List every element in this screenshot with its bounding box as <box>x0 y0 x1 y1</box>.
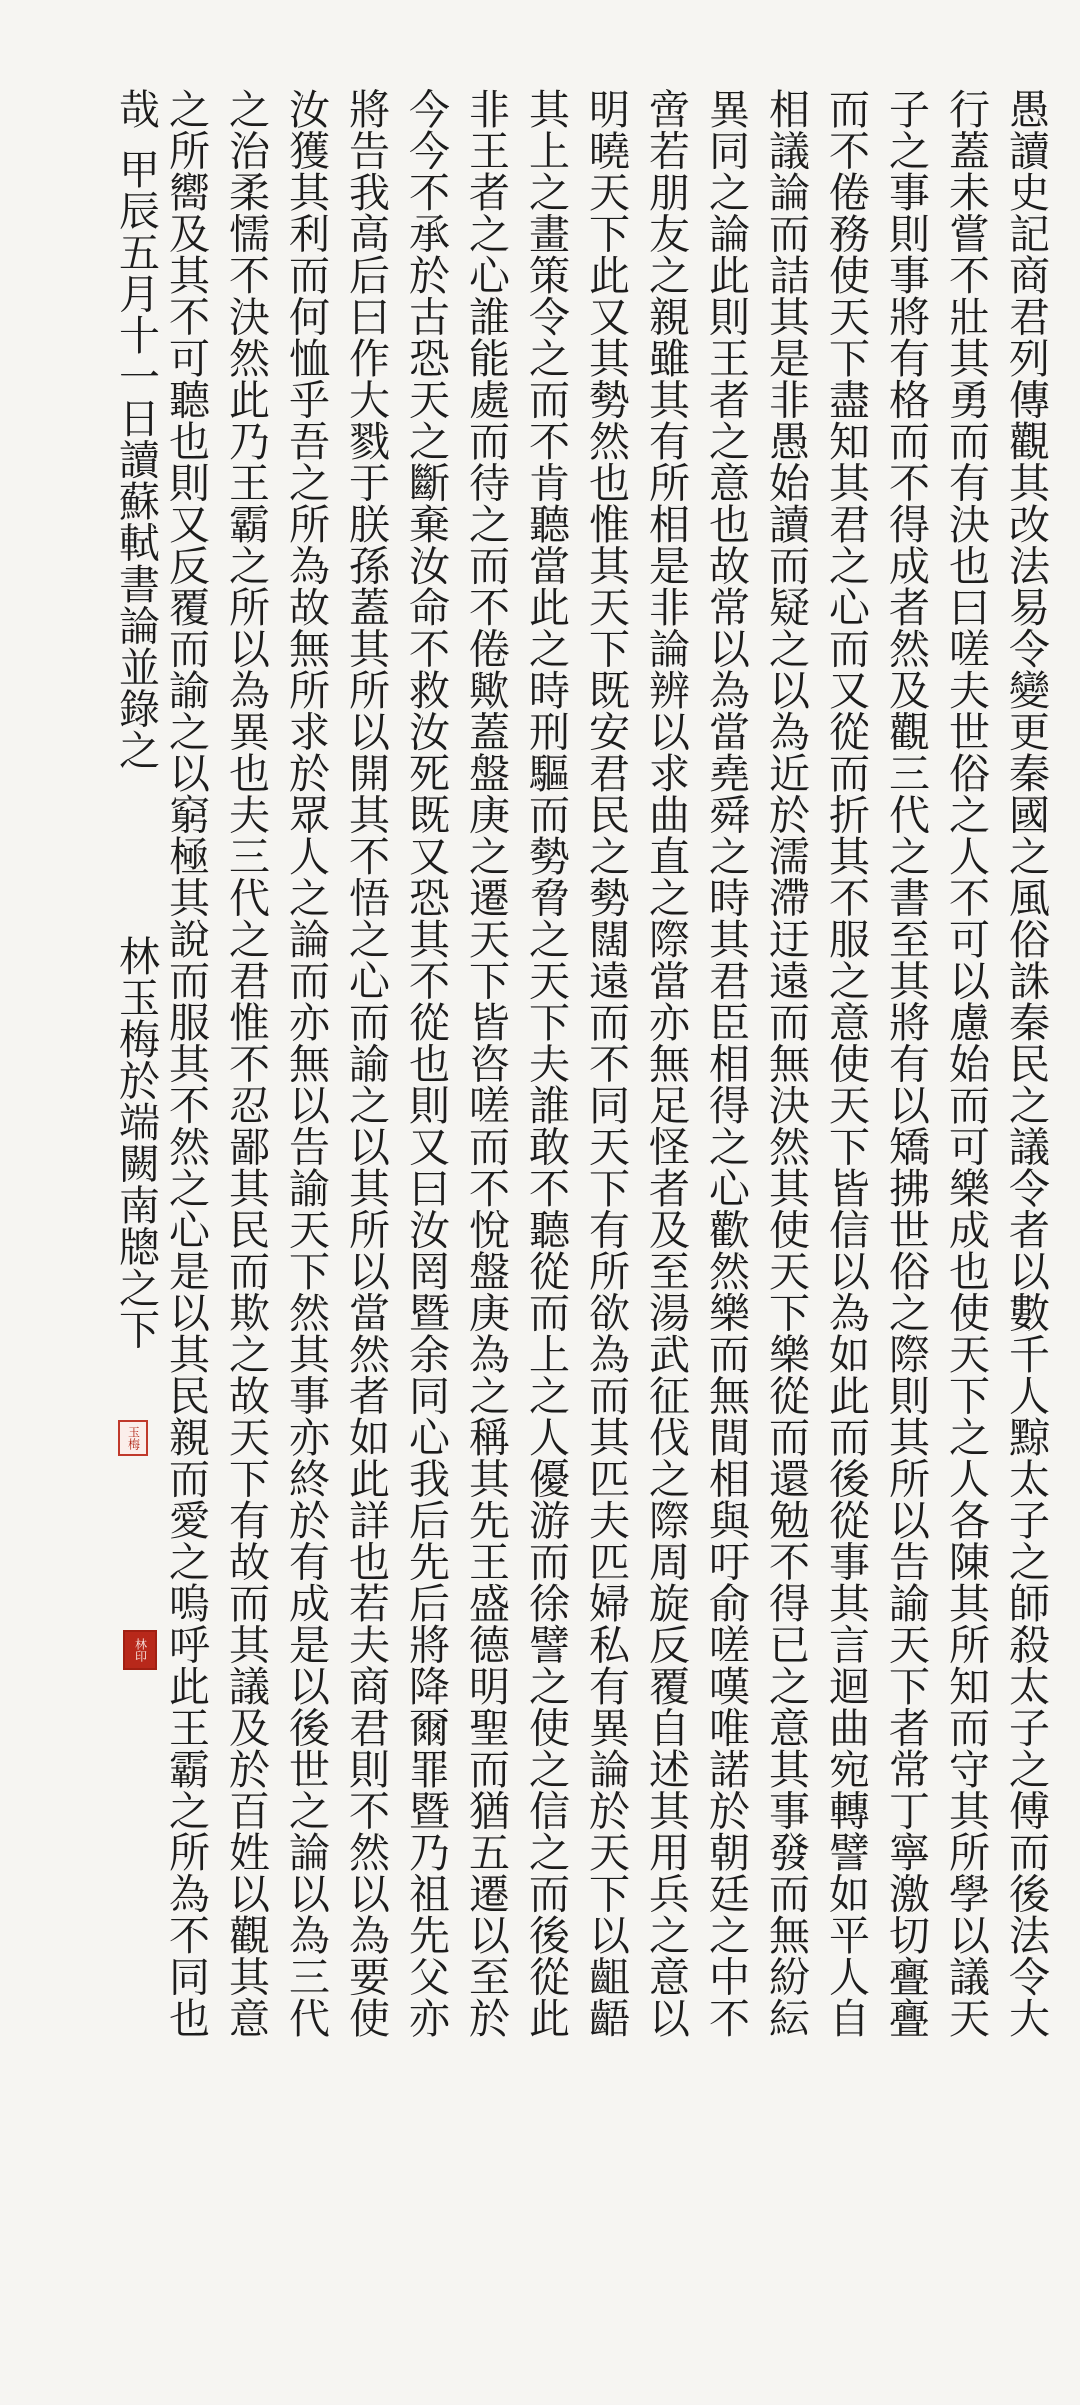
lower-seal: 林印 <box>123 1630 157 1670</box>
text-column-12: 將告我高后曰作大戮于朕孫蓋其所以開其不悟之心而諭之以其所以當然者如此詳也若夫商君則不然以為要使 <box>342 88 390 2039</box>
upper-seal: 玉梅 <box>118 1420 148 1456</box>
text-column-5: 相議論而詰其是非愚始讀而疑之以為近於濡滯迂遠而無決然其使天下樂從而還勉不得已之意其事發而無紛紜 <box>762 88 810 2039</box>
text-column-15: 之所嚮及其不可聽也則又反覆而諭之以窮極其說而服其不然之心是以其民親而愛之嗚呼此王霸之所為不同也 <box>162 88 210 2039</box>
text-column-10: 非王者之心誰能處而待之而不倦歟蓋盤庚之遷天下皆咨嗟而不悅盤庚為之稱其先王盛德明聖而猶五遷以至於 <box>462 88 510 2039</box>
text-column-8: 明曉天下此又其勢然也惟其天下既安君民之勢闊遠而不同天下有所欲為而其匹夫匹婦私有異論於天下以齟齬 <box>582 88 630 2039</box>
text-column-4: 而不倦務使天下盡知其君之心而又從而折其不服之意使天下皆信以為如此而後從事其言迴曲宛轉譬如平人自 <box>822 88 870 2039</box>
colophon-signature: 林玉梅於端闕南牕之下 <box>112 935 160 1350</box>
text-column-7: 啻若朋友之親雖其有所相是非論辨以求曲直之際當亦無足怪者及至湯武征伐之際周旋反覆自述其用兵之意以 <box>642 88 690 2039</box>
text-column-3: 子之事則事將有格而不得成者然及觀三代之書至其將有以矯拂世俗之際則其所以告諭天下者常丁寧激切亹亹 <box>882 88 930 2039</box>
colophon-date: 甲辰五月十一日讀蘇軾書論並錄之 <box>112 148 160 771</box>
text-column-11: 今今不承於古恐天之斷棄汝命不救汝死既又恐其不從也則又曰汝罔暨余同心我后先后將降爾罪暨乃祖先父亦 <box>402 88 450 2039</box>
text-column-13: 汝獲其利而何恤乎吾之所為故無所求於眾人之論而亦無以告諭天下然其事亦終於有成是以後世之論以為三代 <box>282 88 330 2039</box>
text-column-2: 行蓋未嘗不壯其勇而有決也曰嗟夫世俗之人不可以慮始而可樂成也使天下之人各陳其所知而守其所學以議天 <box>942 88 990 2039</box>
text-column-16: 哉 <box>112 88 160 130</box>
text-column-6: 異同之論此則王者之意也故常以為當堯舜之時其君臣相得之心歡然樂而無間相與吁俞嗟嘆唯諾於朝廷之中不 <box>702 88 750 2039</box>
text-column-9: 其上之畫策令之而不肯聽當此之時刑驅而勢脅之天下夫誰敢不聽從而上之人優游而徐譬之使之信之而後從此 <box>522 88 570 2039</box>
text-column-14: 之治柔懦不決然此乃王霸之所以為異也夫三代之君惟不忍鄙其民而欺之故天下有故而其議及於百姓以觀其意 <box>222 88 270 2039</box>
text-column-1: 愚讀史記商君列傳觀其改法易令變更秦國之風俗誅秦民之議令者以數千人黥太子之師殺太子之傅而後法令大 <box>1002 88 1050 2039</box>
